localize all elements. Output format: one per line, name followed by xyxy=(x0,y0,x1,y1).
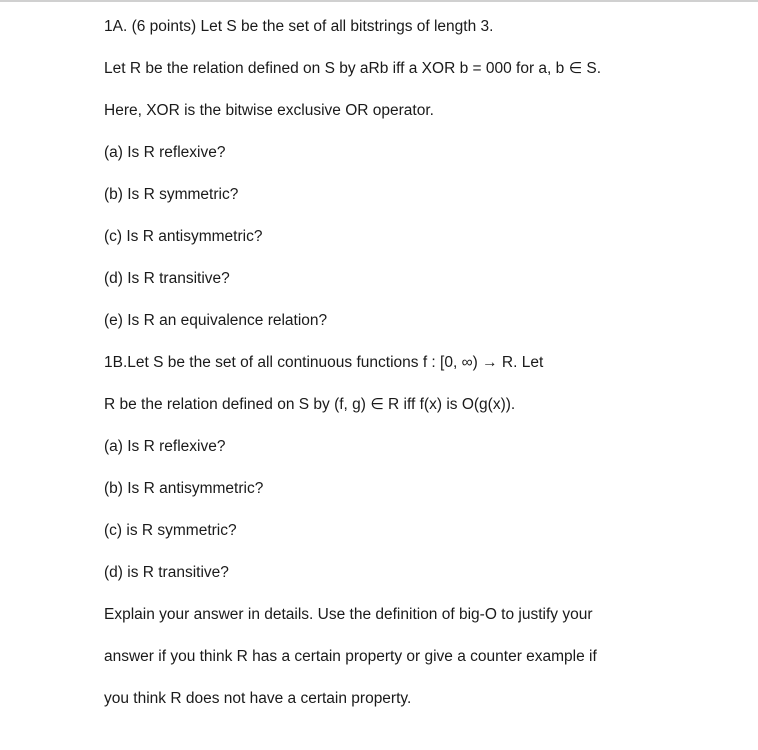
top-border xyxy=(0,0,758,2)
document-page xyxy=(104,14,744,728)
relation-definition-1b: R be the relation defined on S by (f, g) ∈ R iff f(x) is O(g(x)). xyxy=(104,396,516,413)
question-1b-a: (a) Is R reflexive? xyxy=(104,438,226,455)
question-1a-e: (e) Is R an equivalence relation? xyxy=(104,312,328,329)
question-1a-a: (a) Is R reflexive? xyxy=(104,144,226,161)
question-1b-d: (d) is R transitive? xyxy=(104,564,229,581)
xor-explanation: Here, XOR is the bitwise exclusive OR operator. xyxy=(104,102,434,119)
instructions-line-3: you think R does not have a certain property. xyxy=(104,690,412,707)
problem-1a-heading: 1A. (6 points) Let S be the set of all bitstrings of length 3. xyxy=(104,18,494,35)
instructions-line-2: answer if you think R has a certain property or give a counter example if xyxy=(104,648,597,665)
question-1b-c: (c) is R symmetric? xyxy=(104,522,237,539)
question-1a-d: (d) Is R transitive? xyxy=(104,270,230,287)
question-1a-c: (c) Is R antisymmetric? xyxy=(104,228,263,245)
problem-1b-heading: 1B.Let S be the set of all continuous functions f : [0, ∞) → R. Let xyxy=(104,354,544,371)
instructions-line-1: Explain your answer in details. Use the definition of big-O to justify your xyxy=(104,606,593,623)
relation-definition-1a: Let R be the relation defined on S by aRb iff a XOR b = 000 for a, b ∈ S. xyxy=(104,60,602,77)
question-1a-b: (b) Is R symmetric? xyxy=(104,186,239,203)
question-1b-b: (b) Is R antisymmetric? xyxy=(104,480,264,497)
